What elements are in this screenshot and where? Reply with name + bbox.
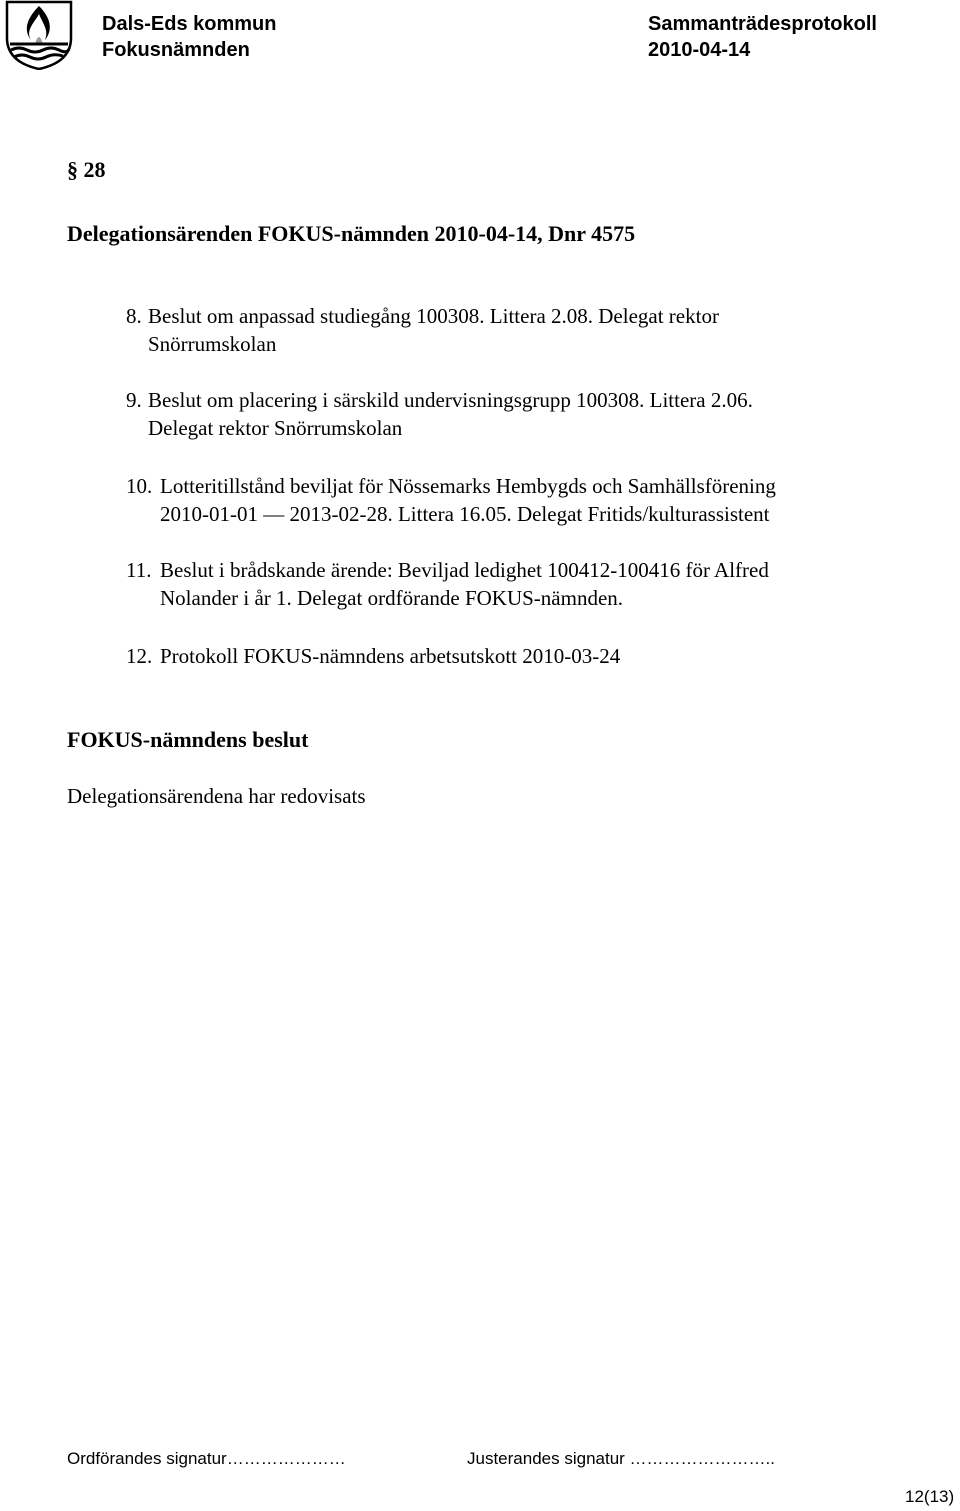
section-number-value: 28 xyxy=(83,157,106,182)
decision-heading: FOKUS-nämndens beslut xyxy=(67,727,309,752)
committee-name: Fokusnämnden xyxy=(102,39,250,61)
meeting-date: 2010-04-14 xyxy=(648,39,751,61)
municipality-name: Dals-Eds kommun xyxy=(102,13,277,35)
item-text-line: Snörrumskolan xyxy=(148,332,277,356)
chair-signature-line: Ordförandes signatur………………… xyxy=(67,1449,346,1468)
item-text-line: Delegat rektor Snörrumskolan xyxy=(148,416,403,440)
item-text-line: Beslut om placering i särskild undervisningsgrupp 100308. Littera 2.06. xyxy=(148,388,753,412)
page-number: 12(13) xyxy=(905,1487,955,1506)
item-text-line: 2010-01-01 — 2013-02-28. Littera 16.05. Delegat Fritids/kulturassistent xyxy=(160,502,770,526)
item-text-line: Beslut om anpassad studiegång 100308. Littera 2.08. Delegat rektor xyxy=(148,304,719,328)
document-type: Sammanträdesprotokoll xyxy=(648,13,877,35)
item-number: 8. xyxy=(126,304,142,328)
paragraph-mark: § xyxy=(67,157,78,182)
item-text-line: Beslut i brådskande ärende: Beviljad ledighet 100412-100416 för Alfred xyxy=(160,558,769,582)
decision-text: Delegationsärendena har redovisats xyxy=(67,784,366,808)
adjuster-signature-line: Justerandes signatur …………………….. xyxy=(467,1449,775,1468)
item-text-line: Lotteritillstånd beviljat för Nössemarks Hembygds och Samhällsförening xyxy=(160,474,776,498)
coat-of-arms-logo xyxy=(5,0,73,70)
section-title: Delegationsärenden FOKUS-nämnden 2010-04-14, Dnr 4575 xyxy=(67,221,636,246)
item-number: 9. xyxy=(126,388,142,412)
item-text-line: Nolander i år 1. Delegat ordförande FOKUS-nämnden. xyxy=(160,586,624,610)
item-text-line: Protokoll FOKUS-nämndens arbetsutskott 2010-03-24 xyxy=(160,644,621,668)
item-number: 11. xyxy=(126,558,152,582)
item-number: 10. xyxy=(126,474,153,498)
section-number xyxy=(67,157,106,183)
item-number: 12. xyxy=(126,644,153,668)
